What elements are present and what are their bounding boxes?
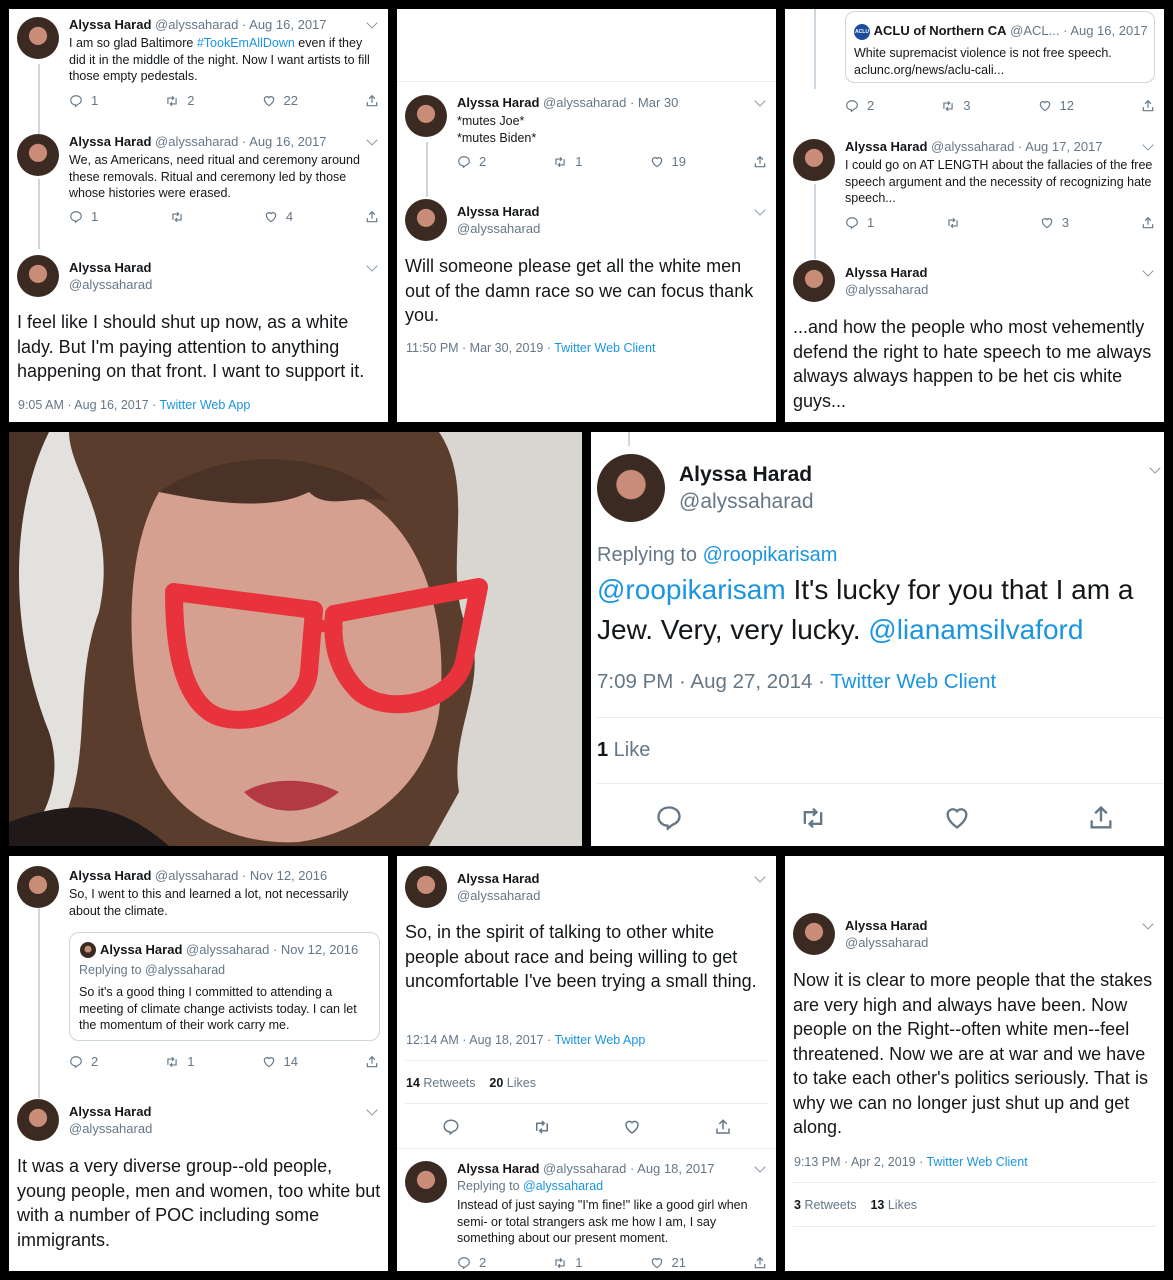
mention-link[interactable]: @lianamsilvaford xyxy=(868,614,1084,645)
chevron-down-icon[interactable] xyxy=(366,17,377,28)
chevron-down-icon[interactable] xyxy=(366,1104,377,1115)
mention-link[interactable]: @roopikarisam xyxy=(597,574,786,605)
likes-stat[interactable]: 1 Like xyxy=(597,739,651,761)
quoted-tweet[interactable] xyxy=(845,11,1155,83)
heart-icon xyxy=(650,155,664,169)
reply-button[interactable]: 2 xyxy=(457,154,486,169)
author-name[interactable]: Alyssa Harad xyxy=(457,871,540,886)
author-name[interactable]: Alyssa Harad xyxy=(845,139,928,154)
divider xyxy=(397,81,776,82)
share-icon xyxy=(753,155,767,169)
reply-button[interactable]: 1 xyxy=(69,209,98,224)
like-button[interactable]: 22 xyxy=(262,93,298,108)
thread-line xyxy=(38,179,40,249)
retweet-icon xyxy=(941,99,955,113)
avatar[interactable] xyxy=(597,454,665,522)
tweet-text: ...and how the people who most vehemently defend the right to hate speech to me always always always happen to be het cis white guys... xyxy=(793,317,1152,411)
chevron-down-icon[interactable] xyxy=(754,204,765,215)
quote-text: So it's a good thing I committed to attending a meeting of climate change activists today. I can let the momentum of their work carry me. xyxy=(79,985,357,1032)
divider xyxy=(793,1226,1156,1227)
retweet-icon xyxy=(170,210,184,224)
author-name[interactable]: Alyssa Harad xyxy=(679,463,813,486)
author-handle: @alyssaharad xyxy=(543,1161,627,1176)
like-button[interactable]: 14 xyxy=(262,1054,298,1069)
author-name[interactable]: Alyssa Harad xyxy=(457,95,540,110)
author-handle: @alyssaharad xyxy=(457,888,541,903)
heart-icon xyxy=(262,1055,276,1069)
share-icon xyxy=(1141,99,1155,113)
author-name[interactable]: Alyssa Harad xyxy=(845,918,928,933)
author-name[interactable]: Alyssa Harad xyxy=(69,260,152,275)
author-handle: @alyssaharad xyxy=(543,95,627,110)
tweet-header xyxy=(69,17,327,32)
tweet-text: *mutes Joe* *mutes Biden* xyxy=(457,114,537,145)
tweet-text: Now it is clear to more people that the stakes are very high and always have been. Now people on the Right--often white men--feel threatened. Now we are at war and we have to take each other's politics seriously. That is why we can no longer just shut up and get along. xyxy=(793,970,1153,1137)
panel-tweet-thread-6 xyxy=(785,856,1164,1271)
selfie-photo xyxy=(9,432,582,846)
retweets-stat[interactable]: 3 Retweets xyxy=(794,1198,857,1212)
thread-line xyxy=(38,908,40,1098)
reply-button[interactable] xyxy=(655,804,683,832)
like-button[interactable]: 3 xyxy=(1040,215,1069,230)
tweet-actions xyxy=(442,1118,732,1136)
tweet-text: It was a very diverse group--old people, young people, men and women, too white but with a number of POC including some immigrants. xyxy=(17,1156,381,1250)
tweet-header xyxy=(69,134,327,149)
avatar[interactable] xyxy=(17,1099,59,1141)
tweet-date[interactable]: · Aug 16, 2017 xyxy=(241,17,327,32)
author-handle: @alyssaharad xyxy=(155,868,239,883)
engagement-stats xyxy=(794,1198,917,1212)
chevron-down-icon[interactable] xyxy=(1149,462,1160,473)
retweet-button[interactable] xyxy=(799,804,827,832)
avatar[interactable] xyxy=(405,199,447,241)
share-button[interactable] xyxy=(753,154,767,169)
share-button[interactable] xyxy=(1087,804,1115,832)
author-handle: @alyssaharad xyxy=(69,1121,153,1136)
tweet-date[interactable]: · Aug 16, 2017 xyxy=(241,134,327,149)
tweet-header xyxy=(69,1104,152,1136)
thread-line xyxy=(628,432,630,446)
avatar[interactable] xyxy=(793,139,835,181)
tweet-header xyxy=(69,868,327,883)
retweet-button[interactable] xyxy=(946,215,968,230)
quote-header xyxy=(854,23,1148,40)
author-name[interactable]: Alyssa Harad xyxy=(845,265,928,280)
author-handle: @alyssaharad xyxy=(931,139,1015,154)
tweet-header xyxy=(69,260,152,292)
quote-author-name: Alyssa Harad xyxy=(100,942,183,957)
thread-line xyxy=(38,64,40,134)
tweet-header xyxy=(457,204,540,236)
reply-button[interactable]: 1 xyxy=(69,93,98,108)
author-handle: @alyssaharad xyxy=(155,134,239,149)
like-button[interactable]: 21 xyxy=(650,1255,686,1270)
tweet-text: @roopikarisam It's lucky for you that I am a Jew. Very, very lucky. @lianamsilvaford xyxy=(597,574,1134,645)
divider xyxy=(597,783,1164,784)
reply-icon xyxy=(69,1055,83,1069)
tweet-header xyxy=(457,1161,715,1176)
tweet-actions xyxy=(655,804,1115,832)
reply-icon xyxy=(457,155,471,169)
avatar[interactable] xyxy=(405,866,447,908)
reply-icon xyxy=(69,210,83,224)
client-link[interactable]: Twitter Web Client xyxy=(830,670,997,693)
tweet-text: I am so glad Baltimore #TookEmAllDown even if they did it in the middle of the night. Now I want artists to fill those empty pedestals. xyxy=(69,36,370,83)
author-name[interactable]: Alyssa Harad xyxy=(69,868,152,883)
retweets-stat[interactable]: 14 Retweets xyxy=(406,1076,476,1090)
tweet-text: Will someone please get all the white men out of the damn race so we can focus thank you. xyxy=(405,256,754,325)
share-button[interactable] xyxy=(1141,98,1155,113)
author-handle: @alyssaharad xyxy=(845,282,929,297)
tweet-actions xyxy=(69,209,379,224)
retweet-icon xyxy=(165,94,179,108)
avatar[interactable] xyxy=(17,866,59,908)
tweet-header xyxy=(845,139,1103,154)
share-icon xyxy=(1141,216,1155,230)
tweet-timestamp: 11:50 PM · Mar 30, 2019 · Twitter Web Client xyxy=(406,341,656,355)
like-button[interactable]: 12 xyxy=(1038,98,1074,113)
quote-author-name: ACLU of Northern CA xyxy=(873,23,1007,38)
retweet-button[interactable] xyxy=(170,209,192,224)
divider xyxy=(405,1060,768,1061)
share-button[interactable] xyxy=(365,209,379,224)
mention-link[interactable]: @roopikarisam xyxy=(702,544,838,566)
author-name[interactable]: Alyssa Harad xyxy=(69,1104,152,1119)
tweet-date[interactable]: · Nov 12, 2016 xyxy=(241,868,328,883)
client-link[interactable]: Twitter Web Client xyxy=(554,341,656,355)
likes-stat[interactable]: 20 Likes xyxy=(489,1076,536,1090)
tweet-header xyxy=(845,918,928,950)
reply-button[interactable]: 1 xyxy=(845,215,874,230)
tweet-timestamp: 9:13 PM · Apr 2, 2019 · Twitter Web Client xyxy=(794,1155,1028,1169)
heart-icon xyxy=(264,210,278,224)
tweet-date[interactable]: · Aug 17, 2017 xyxy=(1017,139,1103,154)
reply-icon xyxy=(845,99,859,113)
tweet-timestamp: 7:09 PM · Aug 27, 2014 · Twitter Web Client xyxy=(597,670,997,693)
chevron-down-icon[interactable] xyxy=(1142,265,1153,276)
reply-icon xyxy=(845,216,859,230)
author-name[interactable]: Alyssa Harad xyxy=(457,204,540,219)
likes-stat[interactable]: 13 Likes xyxy=(870,1198,918,1212)
panel-tweet-thread-4 xyxy=(9,856,388,1271)
portrait-illustration xyxy=(9,432,582,846)
retweet-button[interactable]: 2 xyxy=(165,93,194,108)
panel-single-tweet xyxy=(591,432,1164,846)
quote-author-handle: @alyssaharad xyxy=(186,942,270,957)
panel-tweet-thread-3 xyxy=(785,9,1164,422)
panel-tweet-thread-2 xyxy=(397,9,776,422)
like-button[interactable] xyxy=(623,1118,641,1136)
aclu-logo: ACLU xyxy=(854,24,870,40)
retweet-button[interactable]: 1 xyxy=(553,154,582,169)
tweet-actions xyxy=(457,154,767,169)
share-button[interactable] xyxy=(714,1118,732,1136)
avatar[interactable] xyxy=(17,255,59,297)
reply-button[interactable]: 2 xyxy=(845,98,874,113)
tweet-header xyxy=(845,265,928,297)
quote-header xyxy=(100,942,358,957)
share-icon xyxy=(365,1055,379,1069)
share-button[interactable] xyxy=(753,1255,767,1270)
retweet-icon xyxy=(946,216,960,230)
share-icon xyxy=(365,94,379,108)
tweet-timestamp: 9:05 AM · Aug 16, 2017 · Twitter Web App xyxy=(18,398,251,412)
replying-to: Replying to @alyssaharad xyxy=(79,963,226,977)
avatar[interactable] xyxy=(405,1161,447,1203)
chevron-down-icon[interactable] xyxy=(754,1161,765,1172)
engagement-stats xyxy=(406,1076,536,1090)
author-name[interactable]: Alyssa Harad xyxy=(69,134,152,149)
tweet-actions xyxy=(69,93,379,108)
tweet-date[interactable]: · Mar 30 xyxy=(629,95,679,110)
tweet-header xyxy=(457,871,540,903)
quoted-tweet[interactable] xyxy=(69,932,380,1041)
share-button[interactable] xyxy=(1141,215,1155,230)
avatar[interactable] xyxy=(17,134,59,176)
tweet-text: I feel like I should shut up now, as a white lady. But I'm paying attention to anything happening on that front. I want to support it. xyxy=(17,312,365,381)
heart-icon xyxy=(1040,216,1054,230)
tweet-actions xyxy=(457,1255,767,1270)
panel-tweet-thread-1 xyxy=(9,9,388,422)
mention-link[interactable]: @alyssaharad xyxy=(523,1179,604,1193)
tweet-timestamp: 12:14 AM · Aug 18, 2017 · Twitter Web App xyxy=(406,1033,646,1047)
retweet-button[interactable]: 1 xyxy=(553,1255,582,1270)
divider xyxy=(597,717,1164,718)
replying-to: Replying to @alyssaharad xyxy=(457,1179,604,1193)
like-button[interactable] xyxy=(943,804,971,832)
divider xyxy=(405,1103,768,1104)
hashtag-link[interactable]: #TookEmAllDown xyxy=(196,36,295,50)
divider xyxy=(397,1148,776,1149)
thread-line xyxy=(814,184,816,259)
like-button[interactable]: 19 xyxy=(650,154,686,169)
avatar[interactable] xyxy=(793,913,835,955)
tweet-text: So, I went to this and learned a lot, not necessarily about the climate. xyxy=(69,887,349,918)
reply-button[interactable]: 2 xyxy=(69,1054,98,1069)
retweet-button[interactable] xyxy=(533,1118,551,1136)
reply-icon xyxy=(457,1256,471,1270)
avatar[interactable] xyxy=(405,95,447,137)
tweet-actions xyxy=(845,98,1155,113)
tweet-text: So, in the spirit of talking to other white people about race and being willing to get uncomfortable I've been trying a small thing. xyxy=(405,922,757,991)
reply-button[interactable]: 2 xyxy=(457,1255,486,1270)
avatar[interactable] xyxy=(793,260,835,302)
author-handle: @alyssaharad xyxy=(679,490,814,513)
reply-icon xyxy=(69,94,83,108)
author-name[interactable]: Alyssa Harad xyxy=(457,1161,540,1176)
avatar[interactable] xyxy=(17,17,59,59)
tweet-actions xyxy=(69,1054,379,1069)
tweet-date[interactable]: · Aug 18, 2017 xyxy=(629,1161,715,1176)
chevron-down-icon[interactable] xyxy=(754,95,765,106)
quote-date: · Aug 16, 2017 xyxy=(1063,23,1148,38)
client-link[interactable]: Twitter Web App xyxy=(159,398,251,412)
chevron-down-icon[interactable] xyxy=(366,134,377,145)
retweet-icon xyxy=(553,155,567,169)
tweet-actions xyxy=(845,215,1155,230)
thread-line xyxy=(814,9,816,89)
author-handle: @alyssaharad xyxy=(845,935,929,950)
client-link[interactable]: Twitter Web Client xyxy=(926,1155,1028,1169)
share-icon xyxy=(365,210,379,224)
chevron-down-icon[interactable] xyxy=(366,260,377,271)
tweet-header xyxy=(457,95,678,110)
share-icon xyxy=(753,1256,767,1270)
retweet-button[interactable]: 3 xyxy=(941,98,970,113)
thread-line xyxy=(426,142,428,197)
client-link[interactable]: Twitter Web App xyxy=(554,1033,646,1047)
tweet-text: We, as Americans, need ritual and ceremony around these removals. Ritual and ceremony led by those whose histories were erased. xyxy=(69,153,360,200)
reply-button[interactable] xyxy=(442,1118,460,1136)
heart-icon xyxy=(1038,99,1052,113)
quote-text: White supremacist violence is not free speech. aclunc.org/news/aclu-cali... xyxy=(854,46,1112,77)
share-button[interactable] xyxy=(365,1054,379,1069)
share-button[interactable] xyxy=(365,93,379,108)
author-name[interactable]: Alyssa Harad xyxy=(69,17,152,32)
chevron-down-icon[interactable] xyxy=(1142,139,1153,150)
author-handle: @alyssaharad xyxy=(155,17,239,32)
retweet-icon xyxy=(553,1256,567,1270)
heart-icon xyxy=(262,94,276,108)
tweet-text: I could go on AT LENGTH about the fallacies of the free speech argument and the necessity of recognizing hate speech... xyxy=(845,158,1153,205)
retweet-button[interactable]: 1 xyxy=(165,1054,194,1069)
author-handle: @alyssaharad xyxy=(457,221,541,236)
tweet-text: Instead of just saying "I'm fine!" like a good girl when semi- or total strangers ask me how I am, I say something about our present moment. xyxy=(457,1198,748,1245)
author-handle: @alyssaharad xyxy=(69,277,153,292)
retweet-icon xyxy=(165,1055,179,1069)
divider xyxy=(793,1182,1156,1183)
chevron-down-icon[interactable] xyxy=(754,871,765,882)
panel-tweet-thread-5 xyxy=(397,856,776,1271)
quote-author-handle: @ACL... xyxy=(1010,23,1060,38)
replying-to: Replying to @roopikarisam xyxy=(597,544,838,566)
chevron-down-icon[interactable] xyxy=(1142,918,1153,929)
avatar xyxy=(80,942,96,958)
like-button[interactable]: 4 xyxy=(264,209,293,224)
quote-date: · Nov 12, 2016 xyxy=(272,942,359,957)
heart-icon xyxy=(650,1256,664,1270)
